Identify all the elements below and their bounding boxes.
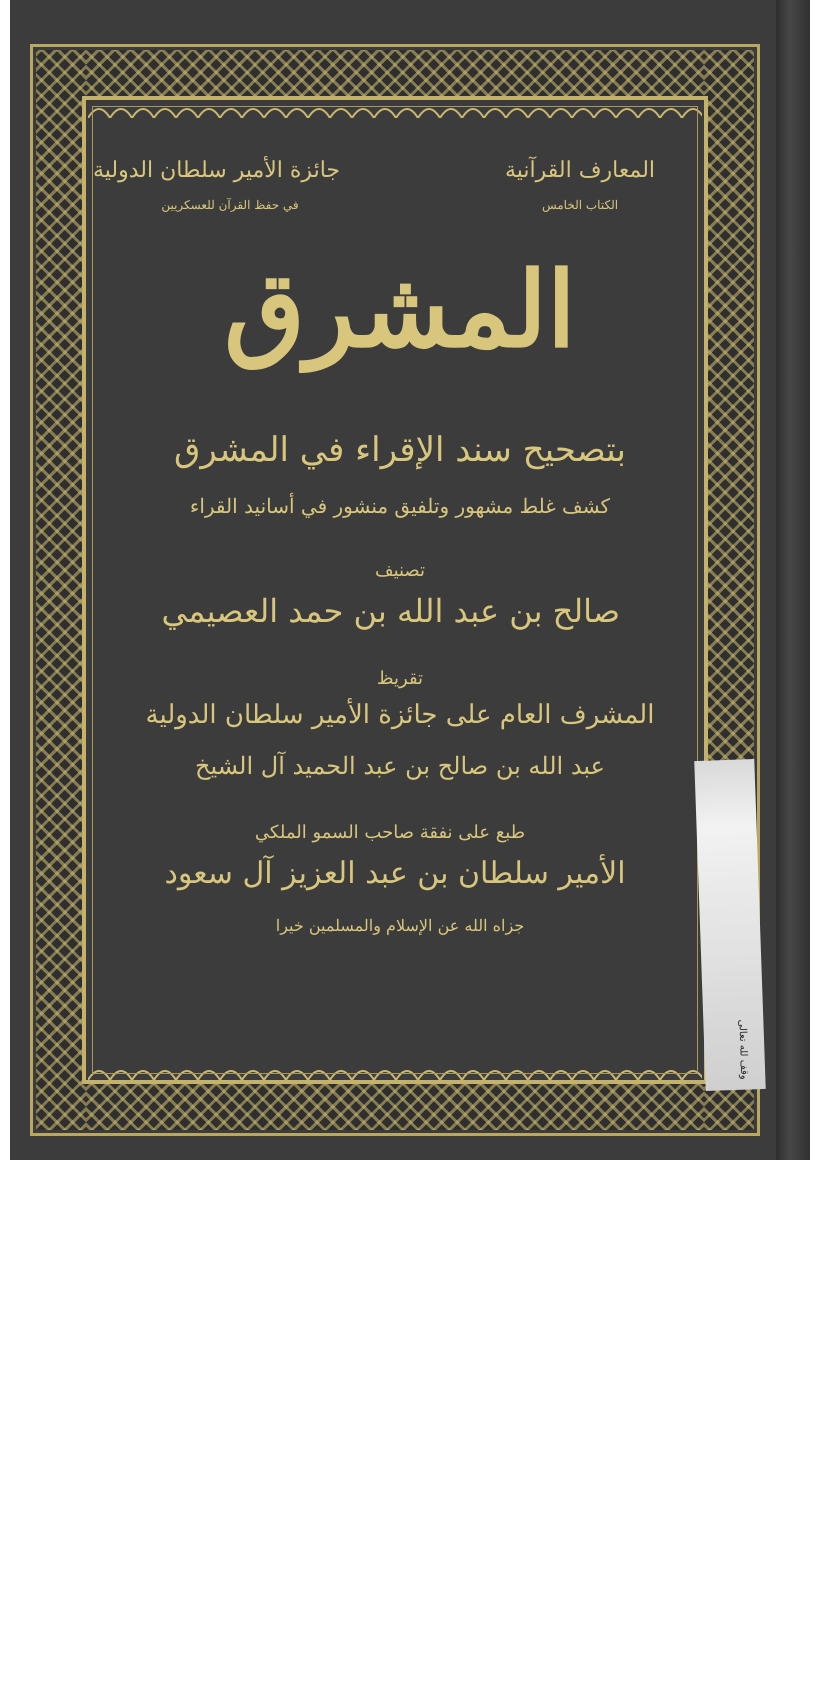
book-subtitle: بتصحيح سند الإقراء في المشرق — [174, 430, 626, 470]
introduction-title: المشرف العام على جائزة الأمير سلطان الدولية — [145, 700, 655, 730]
series-title: المعارف القرآنية — [504, 158, 656, 183]
cover-edge — [776, 0, 810, 1160]
prize-title: جائزة الأمير سلطان الدولية — [92, 158, 340, 183]
author-label: تصنيف — [374, 560, 426, 581]
introduction-label: تقريظ — [376, 668, 424, 689]
sponsor-name: الأمير سلطان بن عبد العزيز آل سعود — [164, 856, 626, 891]
book-description: كشف غلط مشهور وتلفيق منشور في أسانيد القراء — [189, 494, 611, 518]
printing-label: طبع على نفقة صاحب السمو الملكي — [254, 822, 526, 843]
prize-subtitle: في حفظ القرآن للعسكريين — [161, 198, 299, 212]
library-sticker — [694, 759, 765, 1091]
book-title: المشرق — [224, 248, 576, 371]
series-volume: الكتاب الخامس — [541, 198, 619, 212]
prayer-line: جزاه الله عن الإسلام والمسلمين خيرا — [275, 916, 525, 935]
introduction-name: عبد الله بن صالح بن عبد الحميد آل الشيخ — [195, 752, 605, 780]
author-name: صالح بن عبد الله بن حمد العصيمي — [161, 592, 620, 630]
sticker-text: وقف لله تعالى — [736, 1019, 750, 1080]
